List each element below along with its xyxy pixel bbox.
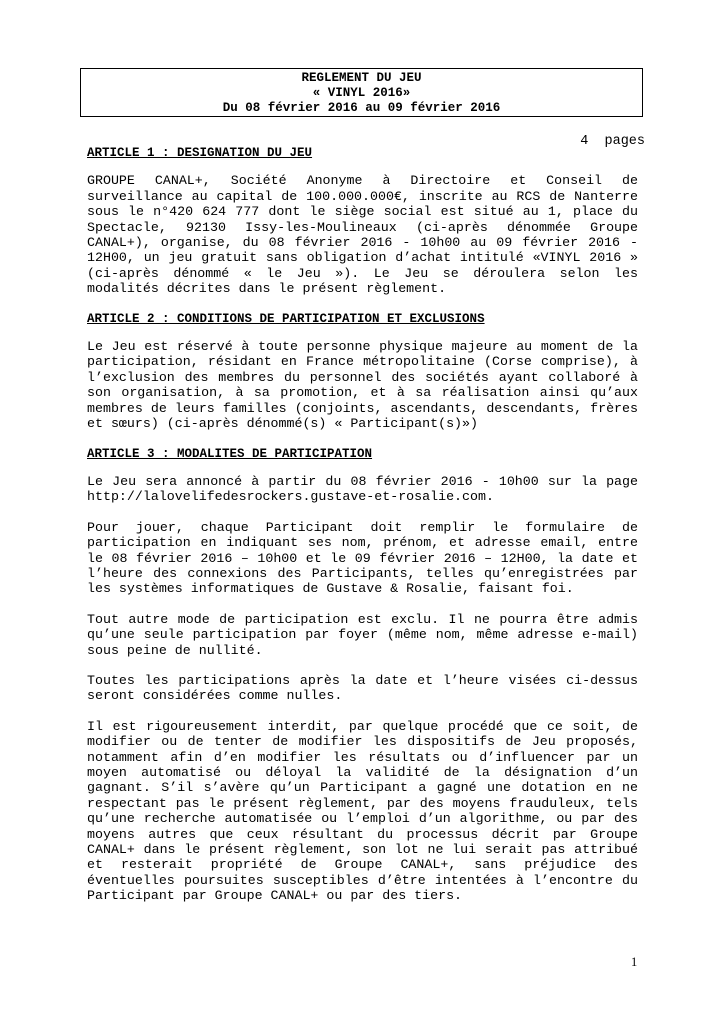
title-line-3: Du 08 février 2016 au 09 février 2016: [222, 101, 501, 115]
article-3-paragraph-2: Pour jouer, chaque Participant doit remplir le formulaire de participation en indiquant ses nom, prénom, et adresse email, entre le 08 février 2016 – 10h00 et le 09 février 2016 – 12H00, la date et l’heure des connexions des Participants, telles qu’enregistrées par les systèmes informatiques de Gustave & Rosalie, faisant foi.: [87, 519, 638, 597]
article-2-heading: ARTICLE 2 : CONDITIONS DE PARTICIPATION ET EXCLUSIONS: [87, 311, 485, 326]
article-1: [87, 146, 638, 297]
title-line-1: REGLEMENT DU JEU: [301, 71, 422, 85]
document-body: [87, 146, 638, 919]
article-1-paragraph-1: GROUPE CANAL+, Société Anonyme à Directoire et Conseil de surveillance au capital de 100.000.000€, inscrite au RCS de Nanterre sous le n°420 624 777 dont le siège social est situé au 1, place du Spectacle, 92130 Issy-les-Moulineaux (ci-après dénommée Groupe CANAL+), organise, du 08 février 2016 - 10h00 au 09 février 2016 - 12H00, un jeu gratuit sans obligation d’achat intitulé «VINYL 2016 » (ci-après dénommé « le Jeu »). Le Jeu se déroulera selon les modalités décrites dans le présent règlement.: [87, 173, 638, 297]
article-3-paragraph-3: Tout autre mode de participation est exclu. Il ne pourra être admis qu’une seule participation par foyer (même nom, même adresse e-mail) sous peine de nullité.: [87, 611, 638, 658]
title-line-2: « VINYL 2016»: [312, 86, 411, 100]
article-2-paragraph-1: Le Jeu est réservé à toute personne physique majeure au moment de la participation, résidant en France métropolitaine (Corse comprise), à l’exclusion des membres du personnel des sociétés ayant collaboré à son organisation, à sa promotion, et à sa réalisation ainsi qu’aux membres de leurs familles (conjoints, ascendants, descendants, frères et sœurs) (ci-après dénommé(s) « Participant(s)»): [87, 339, 638, 432]
article-3-paragraph-1: Le Jeu sera annoncé à partir du 08 février 2016 - 10h00 sur la page http://lalovelifedesrockers.gustave-et-rosalie.com.: [87, 473, 638, 505]
article-2: [87, 312, 638, 432]
pages-count: 4 pages: [580, 134, 645, 149]
article-3-heading: ARTICLE 3 : MODALITES DE PARTICIPATION: [87, 446, 373, 461]
page-number: 1: [631, 955, 638, 969]
title-box: [80, 68, 643, 117]
article-3-paragraph-4: Toutes les participations après la date et l’heure visées ci-dessus seront considérées comme nulles.: [87, 672, 638, 704]
article-3: [87, 447, 638, 904]
article-3-paragraph-5: Il est rigoureusement interdit, par quelque procédé que ce soit, de modifier ou de tenter de modifier les dispositifs de Jeu proposés, notamment afin d’en modifier les résultats ou d’influencer par un moyen automatisé ou déloyal la validité de la désignation d’un gagnant. S’il s’avère qu’un Participant a gagné une dotation en ne respectant pas le présent règlement, par des moyens frauduleux, tels qu’une recherche automatisée ou l’emploi d’un algorithme, ou par des moyens autres que ceux résultant du processus décrit par Groupe CANAL+ dans le présent règlement, son lot ne lui serait pas attribué et resterait propriété de Groupe CANAL+, sans préjudice des éventuelles poursuites susceptibles d’être intentées à l’encontre du Participant par Groupe CANAL+ ou par des tiers.: [87, 718, 638, 904]
article-1-heading: ARTICLE 1 : DESIGNATION DU JEU: [87, 146, 313, 160]
